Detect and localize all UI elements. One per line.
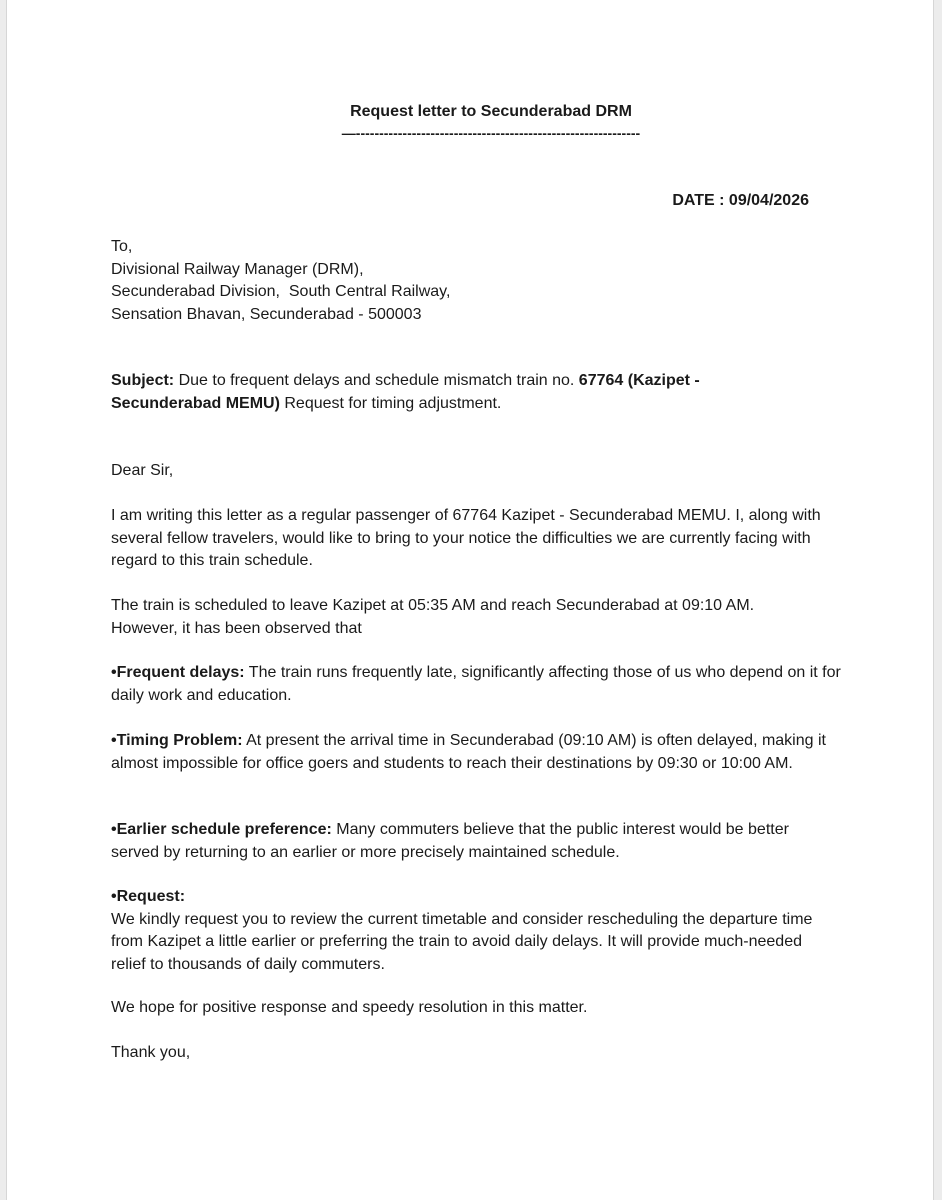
point-earlier-schedule — [111, 819, 841, 864]
subject-text-after: Request for timing adjustment. — [279, 394, 502, 412]
closing-paragraph: We hope for positive response and speedy resolution in this matter. — [111, 999, 588, 1016]
point-request-text: We kindly request you to review the current timetable and consider rescheduling the departure time from Kazipet a little earlier or preferring the train to avoid daily delays. It will provide much-needed relief to thousands of daily commuters. — [111, 910, 813, 973]
signoff: Thank you, — [111, 1044, 191, 1061]
paragraph-schedule: The train is scheduled to leave Kazipet at 05:35 AM and reach Secunderabad at 09:10 AM. However, it has been observed that — [111, 597, 755, 637]
point-request-label: •Request: — [111, 888, 186, 905]
address-line-2: Secunderabad Division, South Central Railway, — [111, 283, 451, 300]
letter-page — [6, 0, 934, 1200]
letter-date: DATE : 09/04/2026 — [672, 192, 809, 209]
point-frequent-delays-text: The train runs frequently late, significantly affecting those of us who depend on it for daily work and education. — [111, 664, 841, 704]
point-timing-problem-label: •Timing Problem: — [111, 732, 243, 749]
point-frequent-delays-label: •Frequent delays: — [111, 664, 245, 681]
address-line-1: Divisional Railway Manager (DRM), — [111, 260, 364, 278]
recipient-address — [111, 236, 851, 326]
point-earlier-schedule-text: Many commuters believe that the public interest would be better served by returning to an earlier or more precisely maintained schedule. — [111, 821, 789, 861]
address-to: To, — [111, 238, 133, 255]
point-frequent-delays — [111, 662, 841, 707]
address-line-3: Sensation Bhavan, Secunderabad - 500003 — [111, 305, 422, 323]
point-earlier-schedule-label: •Earlier schedule preference: — [111, 821, 332, 838]
title-underline-rule: —------------------------------------------------------------- — [341, 125, 641, 141]
point-timing-problem-text: At present the arrival time in Secunderabad (09:10 AM) is often delayed, making it almost impossible for office goers and students to reach their destinations by 09:30 or 10:00 AM. — [111, 732, 826, 772]
subject-train: 67764 (Kazipet - Secunderabad MEMU) — [111, 372, 700, 412]
paragraph-introduction: I am writing this letter as a regular passenger of 67764 Kazipet - Secunderabad MEMU. I, along with several fellow travelers, would like to bring to your notice the difficulties we are currently facing with regard to this train schedule. — [111, 507, 821, 569]
subject-line — [111, 370, 751, 415]
point-request — [111, 886, 831, 976]
letter-title: Request letter to Secunderabad DRM — [350, 103, 632, 120]
point-timing-problem — [111, 730, 831, 775]
salutation: Dear Sir, — [111, 462, 174, 479]
subject-label: Subject: — [111, 372, 175, 389]
subject-text-before: Due to frequent delays and schedule mismatch train no. — [174, 372, 579, 389]
